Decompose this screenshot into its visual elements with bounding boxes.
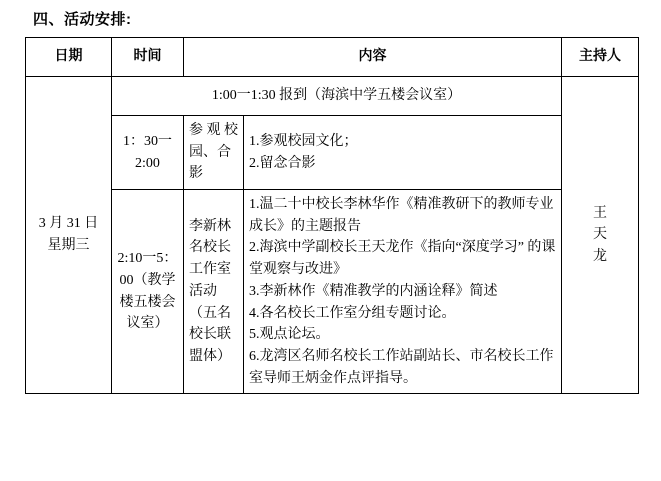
table-row — [26, 77, 639, 116]
content-line: 5.观点论坛。 — [249, 327, 330, 343]
table-row — [26, 116, 639, 190]
content-line: 1.温二十中校长李林华作《精准教研下的教师专业成长》的主题报告 — [249, 197, 554, 234]
date-line-1: 3 月 31 日 — [38, 216, 99, 232]
cell-activity-2: 李新林名校长工作室活动（五名校长联盟体） — [184, 190, 244, 394]
date-line-2: 星期三 — [47, 238, 90, 254]
content-line: 4.各名校长工作室分组专题讨论。 — [249, 305, 456, 321]
column-header-host: 主持人 — [562, 38, 639, 77]
content-line: 1.参观校园文化； — [249, 133, 358, 149]
cell-time-1: 1：30一2:00 — [112, 116, 184, 190]
column-header-date: 日期 — [26, 38, 112, 77]
cell-host — [562, 77, 639, 394]
cell-registration: 1:00一1:30 报到（海滨中学五楼会议室） — [112, 77, 562, 116]
cell-content-2 — [244, 190, 562, 394]
host-name: 王天龙 — [593, 205, 608, 264]
column-header-content: 内容 — [184, 38, 562, 77]
content-line: 2.留念合影 — [249, 155, 316, 171]
schedule-table — [25, 37, 639, 394]
content-line: 3.李新林作《精准教学的内涵诠释》简述 — [249, 283, 498, 299]
table-header-row — [26, 38, 639, 77]
cell-content-1 — [244, 116, 562, 190]
content-line: 2.海滨中学副校长王天龙作《指向“深度学习” 的课堂观察与改进》 — [249, 240, 556, 278]
cell-time-2: 2:10一5：00（教学楼五楼会议室） — [112, 190, 184, 394]
cell-activity-1: 参 观 校园、合影 — [184, 116, 244, 190]
cell-date — [26, 77, 112, 394]
content-line: 6.龙湾区名师名校长工作站副站长、市名校长工作室导师王炳金作点评指导。 — [249, 348, 554, 386]
page-title: 四、活动安排: — [33, 11, 132, 28]
table-row — [26, 190, 639, 394]
column-header-time: 时间 — [112, 38, 184, 77]
